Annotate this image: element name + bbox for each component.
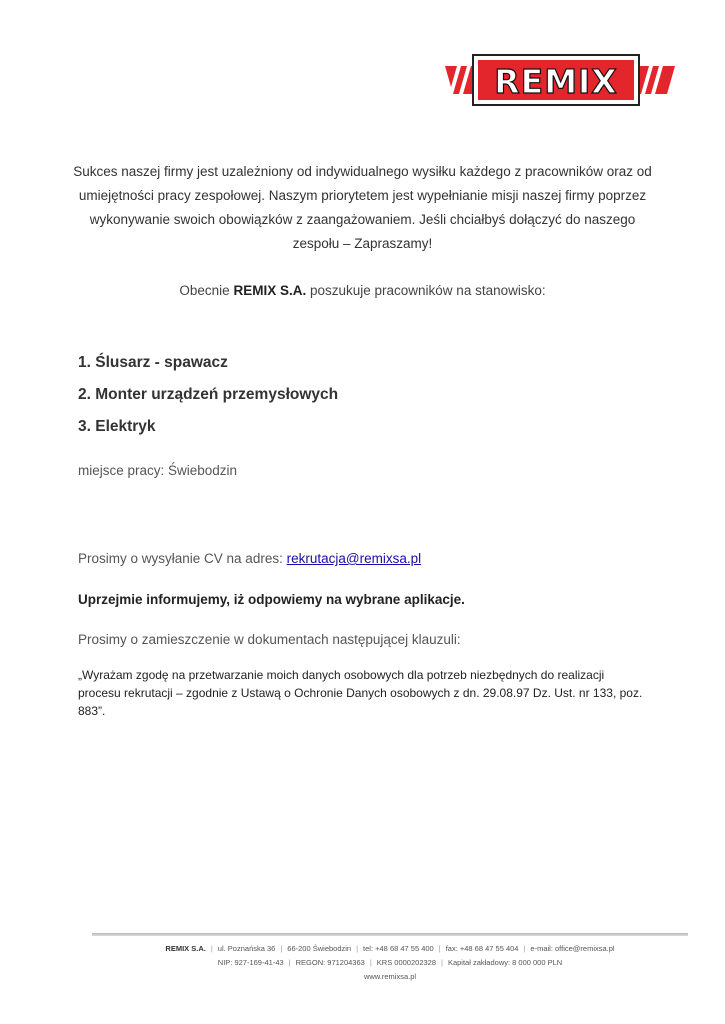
logo-text: REMIX	[494, 62, 618, 101]
intro-line: Sukces naszej firmy jest uzależniony od indywidualnego wysiłku każdego z pracowników oraz od	[73, 164, 652, 179]
footer-krs: KRS 0000202328	[376, 958, 436, 967]
offer-suffix: poszukuje pracowników na stanowisko:	[309, 283, 546, 298]
footer-line-1: REMIX S.A. | ul. Poznańska 36 | 66-200 Świebodzin | tel: +48 68 47 55 400 | fax: +48 68 47 55 404 | e-mail: office@remixsa.pl	[165, 944, 615, 953]
cv-text: Prosimy o wysyłanie CV na adres:	[78, 551, 283, 566]
footer-website: www.remixsa.pl	[363, 972, 417, 981]
intro-paragraph	[60, 160, 665, 256]
remix-logo	[445, 52, 675, 108]
positions-list	[78, 350, 338, 446]
position-item: 3. Elektryk	[78, 418, 156, 435]
footer-line-2: NIP: 927-169-41-43 | REGON: 971204363 | KRS 0000202328 | Kapitał zakładowy: 8 000 000 PLN	[217, 958, 563, 967]
footer-regon: REGON: 971204363	[295, 958, 365, 967]
footer-tel: tel: +48 68 47 55 400	[363, 944, 434, 953]
intro-line: wykonywanie swoich obowiązków z zaangażowaniem. Jeśli chciałbyś dołączyć do naszego	[89, 212, 636, 227]
intro-line: zespołu – Zapraszamy!	[292, 236, 433, 251]
position-item: 2. Monter urządzeń przemysłowych	[78, 386, 339, 403]
offer-company: REMIX S.A.	[233, 283, 307, 298]
cv-instruction	[78, 551, 421, 566]
notice: Uprzejmie informujemy, iż odpowiemy na wybrane aplikacje.	[78, 592, 465, 607]
footer-city: 66-200 Świebodzin	[287, 944, 352, 953]
workplace: miejsce pracy: Świebodzin	[78, 463, 238, 478]
offer-sentence	[60, 283, 665, 298]
clause-line: „Wyrażam zgodę na przetwarzanie moich danych osobowych dla potrzeb niezbędnych do realizacji	[78, 668, 605, 682]
footer-divider	[92, 933, 688, 936]
intro-line: umiejętności pracy zespołowej. Naszym priorytetem jest wypełnianie misji naszej firmy poprzez	[78, 188, 647, 203]
offer-prefix: Obecnie	[179, 283, 230, 298]
footer-fax: fax: +48 68 47 55 404	[445, 944, 519, 953]
footer	[92, 942, 688, 984]
clause-intro: Prosimy o zamieszczenie w dokumentach następującej klauzuli:	[78, 632, 461, 647]
footer-line-3	[92, 970, 688, 984]
clause-line: 883”.	[78, 704, 106, 718]
footer-company: REMIX S.A.	[165, 944, 206, 953]
position-item: 1. Ślusarz - spawacz	[78, 354, 228, 371]
email-link[interactable]: rekrutacja@remixsa.pl	[286, 551, 422, 566]
consent-clause	[78, 666, 658, 720]
footer-email: e-mail: office@remixsa.pl	[530, 944, 615, 953]
clause-line: procesu rekrutacji – zgodnie z Ustawą o Ochronie Danych osobowych z dn. 29.08.97 Dz. Ust. nr 133, poz.	[78, 686, 643, 700]
footer-address: ul. Poznańska 36	[217, 944, 276, 953]
footer-capital: Kapitał zakładowy: 8 000 000 PLN	[447, 958, 563, 967]
footer-nip: NIP: 927-169-41-43	[217, 958, 284, 967]
